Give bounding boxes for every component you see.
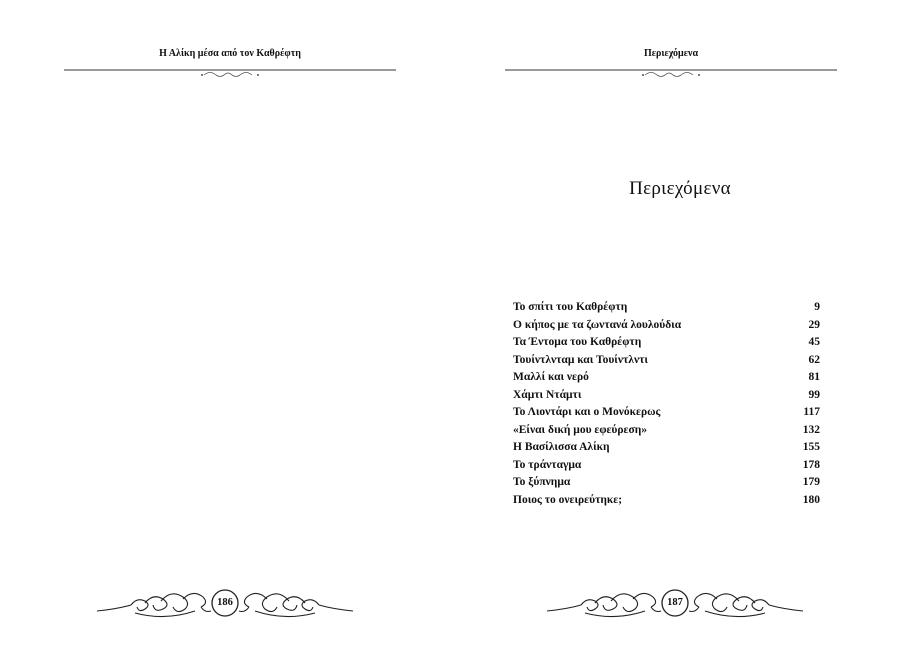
header-rule-ornament xyxy=(64,64,396,80)
toc-entry-title: Το Λιοντάρι και ο Μονόκερως xyxy=(513,406,661,418)
toc-entry-title: «Είναι δική μου εφεύρεση» xyxy=(513,423,647,436)
page-title: Περιεχόμενα xyxy=(629,178,731,199)
toc-entry[interactable] xyxy=(513,389,820,407)
toc-entry[interactable] xyxy=(513,301,820,319)
toc-entry-page: 117 xyxy=(803,406,820,418)
running-head: Η Αλίκη μέσα από τον Καθρέφτη xyxy=(159,48,301,59)
toc-entry[interactable] xyxy=(513,354,820,372)
toc-entry-title: Μαλλί και νερό xyxy=(513,371,589,383)
running-head: Περιεχόμενα xyxy=(643,48,699,59)
table-of-contents xyxy=(513,301,820,511)
toc-entry[interactable] xyxy=(513,424,820,442)
toc-entry-page: 99 xyxy=(808,388,820,401)
toc-entry-page: 180 xyxy=(802,493,820,506)
toc-entry[interactable] xyxy=(513,406,820,424)
toc-entry-page: 179 xyxy=(802,476,820,488)
right-page xyxy=(450,0,900,650)
toc-entry-page: 81 xyxy=(808,371,820,383)
toc-entry-title: Η Βασίλισσα Αλίκη xyxy=(513,441,610,453)
toc-entry-title: Τα Έντομα του Καθρέφτη xyxy=(513,336,642,348)
toc-entry-page: 45 xyxy=(808,336,820,348)
toc-entry[interactable] xyxy=(513,441,820,459)
toc-entry-title: Το ξύπνημα xyxy=(513,476,571,488)
toc-entry-title: Ο κήπος με τα ζωντανά λουλούδια xyxy=(513,318,682,331)
toc-entry-title: Χάμτι Ντάμτι xyxy=(513,388,582,401)
page-number: 186 xyxy=(217,597,233,608)
toc-entry-page: 29 xyxy=(808,318,820,331)
toc-entry-title: Ποιος το ονειρεύτηκε; xyxy=(513,493,623,506)
toc-entry[interactable] xyxy=(513,476,820,494)
toc-entry[interactable] xyxy=(513,319,820,337)
toc-entry-title: Το τράνταγμα xyxy=(513,458,582,471)
page-number: 187 xyxy=(667,597,683,608)
toc-entry-title: Το σπίτι του Καθρέφτη xyxy=(513,301,628,313)
toc-entry-page: 155 xyxy=(802,441,820,453)
toc-entry-page: 178 xyxy=(802,458,820,471)
toc-entry[interactable] xyxy=(513,336,820,354)
header-rule-ornament xyxy=(505,64,837,80)
toc-entry-page: 132 xyxy=(802,423,820,436)
toc-entry-page: 9 xyxy=(814,301,820,313)
toc-entry[interactable] xyxy=(513,371,820,389)
toc-entry[interactable] xyxy=(513,494,820,512)
toc-entry-title: Τουίντλνταμ και Τουίντλντι xyxy=(513,353,648,366)
toc-entry-page: 62 xyxy=(808,353,820,366)
toc-entry[interactable] xyxy=(513,459,820,477)
